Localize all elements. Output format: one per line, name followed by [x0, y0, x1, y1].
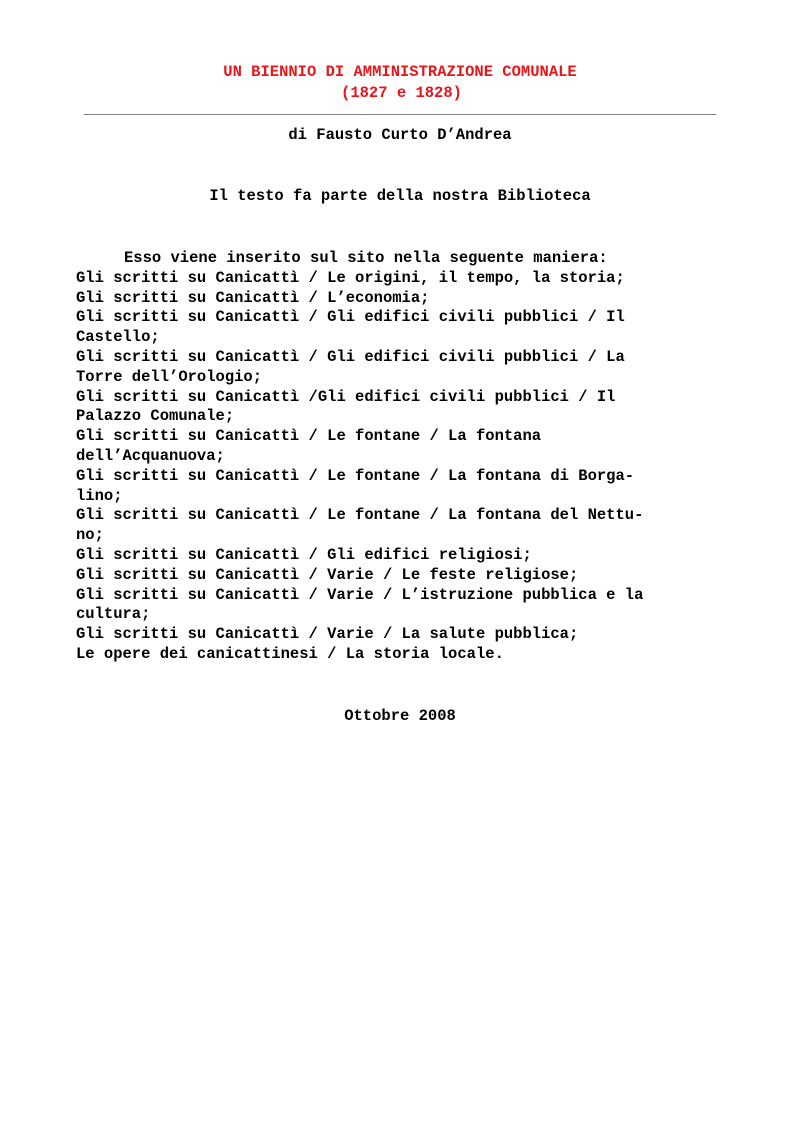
list-item: Castello; [76, 328, 160, 347]
title-line-2: (1827 e 1828) [341, 84, 462, 102]
document-date: Ottobre 2008 [344, 707, 456, 725]
body-text [76, 249, 726, 665]
list-item: Gli scritti su Canicattì / Le fontane / La fontana di Borga- [76, 466, 635, 485]
list-item: Le opere dei canicattinesi / La storia locale. [76, 644, 504, 663]
author-line: di Fausto Curto D’Andrea [288, 126, 512, 144]
library-note: Il testo fa parte della nostra Biblioteca [209, 187, 591, 205]
list-item: Torre dell’Orologio; [76, 367, 263, 386]
list-item: Gli scritti su Canicattì / Varie / La salute pubblica; [76, 625, 579, 644]
list-item: no; [76, 526, 104, 545]
list-item: dell’Acquanuova; [76, 446, 225, 465]
list-item: Gli scritti su Canicattì / Varie / Le feste religiose; [76, 565, 579, 584]
list-item: Gli scritti su Canicattì / Gli edifici religiosi; [76, 545, 532, 564]
list-item: Gli scritti su Canicattì / Gli edifici civili pubblici / La [76, 347, 625, 366]
list-item: Gli scritti su Canicattì / Le fontane / La fontana del Nettu- [76, 506, 644, 525]
document-title [0, 62, 800, 104]
list-item: Palazzo Comunale; [76, 407, 235, 426]
list-item: Gli scritti su Canicattì /Gli edifici civili pubblici / Il [76, 387, 616, 406]
list-item: Gli scritti su Canicattì / Le origini, il tempo, la storia; [76, 268, 625, 287]
list-item: lino; [76, 486, 123, 505]
title-line-1: UN BIENNIO DI AMMINISTRAZIONE COMUNALE [223, 63, 577, 81]
list-item: Gli scritti su Canicattì / Gli edifici civili pubblici / Il [76, 308, 625, 327]
list-item: Gli scritti su Canicattì / Varie / L’istruzione pubblica e la [76, 585, 644, 604]
list-item: cultura; [76, 605, 151, 624]
title-divider [84, 114, 716, 115]
list-item: Gli scritti su Canicattì / L’economia; [76, 288, 430, 307]
intro-line: Esso viene inserito sul sito nella seguente maniera: [124, 249, 608, 267]
list-item: Gli scritti su Canicattì / Le fontane / La fontana [76, 427, 542, 446]
